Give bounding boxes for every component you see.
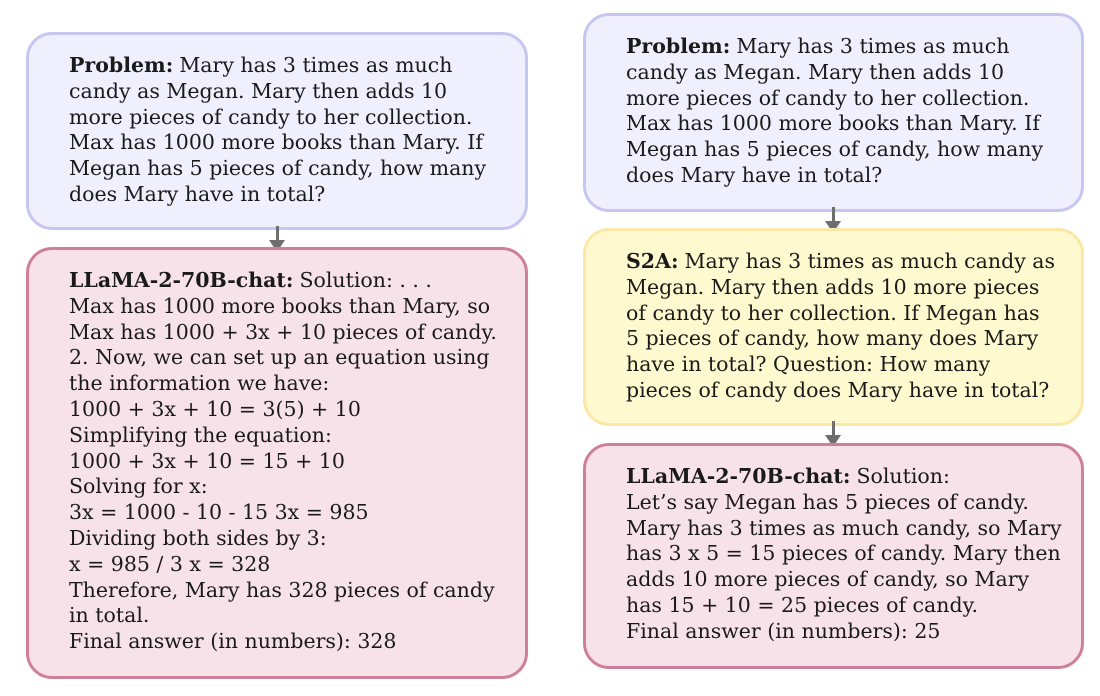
s2a-line: 5 pieces of candy, how many does Mary (626, 326, 1039, 351)
left-problem-line: Mary has 3 times as much (179, 53, 453, 77)
left-answer-line: Solution: . . . (299, 268, 432, 292)
left-problem-text (69, 53, 487, 208)
right-problem-line: does Mary have in total? (626, 162, 883, 187)
s2a-box (583, 228, 1084, 426)
left-problem-line: candy as Megan. Mary then adds 10 (69, 78, 448, 103)
left-answer-line: Max has 1000 + 3x + 10 pieces of candy. (69, 319, 497, 344)
right-answer-line: Mary has 3 times as much candy, so Mary (626, 515, 1062, 540)
right-problem-text (626, 34, 1043, 189)
left-answer-line: Final answer (in numbers): 328 (69, 629, 397, 654)
right-answer-box (583, 443, 1084, 669)
left-answer-line: Therefore, Mary has 328 pieces of candy (69, 577, 495, 602)
left-answer-label: LLaMA-2-70B-chat: (69, 268, 294, 292)
right-answer-line: Final answer (in numbers): 25 (626, 618, 941, 643)
left-answer-line: 2. Now, we can set up an equation using (69, 345, 490, 370)
left-problem-line: Megan has 5 pieces of candy, how many (69, 156, 487, 181)
right-answer-line: has 15 + 10 = 25 pieces of candy. (626, 592, 978, 617)
s2a-label: S2A: (626, 249, 679, 273)
right-problem-line: Megan has 5 pieces of candy, how many (626, 137, 1044, 162)
right-answer-label: LLaMA-2-70B-chat: (626, 464, 851, 488)
right-answer-text (626, 464, 1062, 645)
right-problem-box (583, 13, 1084, 212)
left-problem-line: more pieces of candy to her collection. (69, 104, 473, 129)
left-answer-line: the information we have: (69, 371, 330, 396)
left-answer-line: 1000 + 3x + 10 = 15 + 10 (69, 448, 345, 473)
left-problem-label: Problem: (69, 53, 174, 77)
left-answer-box (26, 247, 528, 679)
left-answer-text (69, 268, 497, 655)
right-problem-line: more pieces of candy to her collection. (626, 85, 1030, 110)
left-answer-line: in total. (69, 603, 150, 628)
right-answer-line: Solution: (856, 464, 950, 488)
left-answer-line: Solving for x: (69, 474, 208, 499)
left-problem-line: does Mary have in total? (69, 181, 326, 206)
left-problem-box (26, 32, 528, 230)
left-answer-line: Max has 1000 more books than Mary, so (69, 293, 491, 318)
s2a-line: Megan. Mary then adds 10 more pieces (626, 274, 1040, 299)
left-answer-line: 1000 + 3x + 10 = 3(5) + 10 (69, 396, 361, 421)
s2a-line: Mary has 3 times as much candy as (684, 249, 1056, 273)
left-answer-line: 3x = 1000 - 10 - 15 3x = 985 (69, 500, 369, 525)
right-problem-label: Problem: (626, 34, 731, 58)
s2a-text (626, 249, 1056, 404)
right-problem-line: Mary has 3 times as much (736, 34, 1010, 58)
s2a-line: pieces of candy does Mary have in total? (626, 377, 1050, 402)
right-answer-line: adds 10 more pieces of candy, so Mary (626, 567, 1030, 592)
s2a-line: of candy to her collection. If Megan has (626, 300, 1040, 325)
left-answer-line: x = 985 / 3 x = 328 (69, 551, 271, 576)
left-problem-line: Max has 1000 more books than Mary. If (69, 130, 483, 155)
s2a-line: have in total? Question: How many (626, 352, 991, 377)
right-problem-line: Max has 1000 more books than Mary. If (626, 111, 1040, 136)
right-problem-line: candy as Megan. Mary then adds 10 (626, 59, 1005, 84)
left-answer-line: Dividing both sides by 3: (69, 525, 327, 550)
right-answer-line: Let’s say Megan has 5 pieces of candy. (626, 489, 1029, 514)
right-answer-line: has 3 x 5 = 15 pieces of candy. Mary then (626, 541, 1061, 566)
left-answer-line: Simplifying the equation: (69, 422, 332, 447)
